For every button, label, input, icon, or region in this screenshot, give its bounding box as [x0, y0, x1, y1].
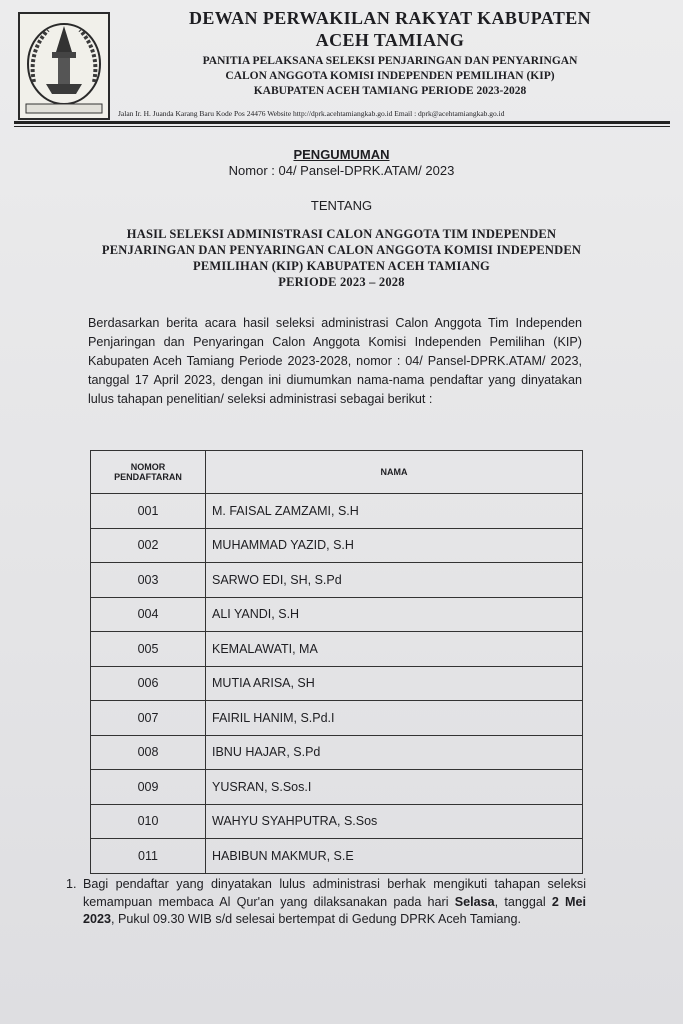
applicant-name: ALI YANDI, S.H — [206, 597, 583, 632]
applicant-name: IBNU HAJAR, S.Pd — [206, 735, 583, 770]
registration-number: 010 — [91, 804, 206, 839]
header-committee-line2: CALON ANGGOTA KOMISI INDEPENDEN PEMILIHAN (KIP) — [225, 70, 555, 82]
column-header-registration-number: NOMOR PENDAFTARAN — [91, 451, 206, 494]
header-council-name: DEWAN PERWAKILAN RAKYAT KABUPATEN — [188, 8, 592, 28]
announcement-heading: PENGUMUMAN — [293, 147, 390, 162]
announcement-number: Nomor : 04/ Pansel-DPRK.ATAM/ 2023 — [228, 163, 455, 178]
note-item-1 — [66, 876, 586, 929]
announcement-title-line: PENJARINGAN DAN PENYARINGAN CALON ANGGOTA KOMISI INDEPENDEN — [101, 243, 582, 257]
registration-number: 001 — [91, 494, 206, 529]
applicant-name: MUHAMMAD YAZID, S.H — [206, 528, 583, 563]
applicant-name: FAIRIL HANIM, S.Pd.I — [206, 701, 583, 736]
applicant-name: KEMALAWATI, MA — [206, 632, 583, 667]
registration-number: 005 — [91, 632, 206, 667]
applicant-name: HABIBUN MAKMUR, S.E — [206, 839, 583, 874]
announcement-title-line: PEMILIHAN (KIP) KABUPATEN ACEH TAMIANG — [193, 259, 490, 273]
registration-number: 007 — [91, 701, 206, 736]
applicant-name: YUSRAN, S.Sos.I — [206, 770, 583, 805]
header-regency-name: ACEH TAMIANG — [315, 30, 465, 50]
column-header-name: NAMA — [206, 451, 583, 494]
table-header-row — [91, 451, 583, 494]
registration-number: 003 — [91, 563, 206, 598]
registration-number: 004 — [91, 597, 206, 632]
note-text: Bagi pendaftar yang dinyatakan lulus administrasi berhak mengikuti tahapan seleksi kemampuan membaca Al Qur'an yang dilaksanakan pada hari Selasa, tanggal 2 Mei 2023, Pukul 09.30 WIB s/d selesai bertempat di Gedung DPRK Aceh Tamiang. — [83, 877, 586, 926]
table-row — [91, 839, 583, 874]
registration-number: 006 — [91, 666, 206, 701]
passed-applicants-table — [90, 450, 583, 874]
table-row — [91, 597, 583, 632]
table-row — [91, 804, 583, 839]
applicant-name: M. FAISAL ZAMZAMI, S.H — [206, 494, 583, 529]
table-row — [91, 494, 583, 529]
applicant-name: MUTIA ARISA, SH — [206, 666, 583, 701]
header-committee-line1: PANITIA PELAKSANA SELEKSI PENJARINGAN DAN PENYARINGAN — [202, 55, 578, 67]
table-row — [91, 770, 583, 805]
header-divider-thin — [14, 126, 670, 127]
registration-number: 011 — [91, 839, 206, 874]
table-row — [91, 563, 583, 598]
header-address: Jalan Ir. H. Juanda Karang Baru Kode Pos 24476 Website http://dprk.acehtamiangkab.go.id Email : dprk@acehtamiangkab.go.id — [118, 109, 505, 118]
table-row — [91, 666, 583, 701]
table-row — [91, 528, 583, 563]
applicant-name: SARWO EDI, SH, S.Pd — [206, 563, 583, 598]
aceh-tamiang-emblem — [18, 12, 110, 120]
announcement-title-line: PERIODE 2023 – 2028 — [278, 275, 405, 289]
table-row — [91, 701, 583, 736]
note-day: Selasa — [454, 894, 495, 909]
applicant-name: WAHYU SYAHPUTRA, S.Sos — [206, 804, 583, 839]
intro-paragraph: Berdasarkan berita acara hasil seleksi administrasi Calon Anggota Tim Independen Penjaringan dan Penyaringan Calon Anggota Komisi Independen Pemilihan (KIP) Kabupaten Aceh Tamiang Periode 2023-2028, nomor : 04/ Pansel-DPRK.ATAM/ 2023, tanggal 17 April 2023, dengan ini diumumkan nama-nama pendaftar yang dinyatakan lulus tahapan penelitian/ seleksi administrasi sebagai berikut : — [88, 316, 582, 406]
note-number: 1. — [66, 877, 77, 891]
table-row — [91, 735, 583, 770]
table-row — [91, 632, 583, 667]
registration-number: 008 — [91, 735, 206, 770]
note-date: 2 Mei 2023 — [83, 894, 586, 926]
announcement-title-line: HASIL SELEKSI ADMINISTRASI CALON ANGGOTA TIM INDEPENDEN — [126, 227, 557, 241]
header-committee-line3: KABUPATEN ACEH TAMIANG PERIODE 2023-2028 — [253, 85, 527, 97]
announcement-about: TENTANG — [310, 198, 373, 213]
header-divider-thick — [14, 121, 670, 124]
registration-number: 002 — [91, 528, 206, 563]
registration-number: 009 — [91, 770, 206, 805]
